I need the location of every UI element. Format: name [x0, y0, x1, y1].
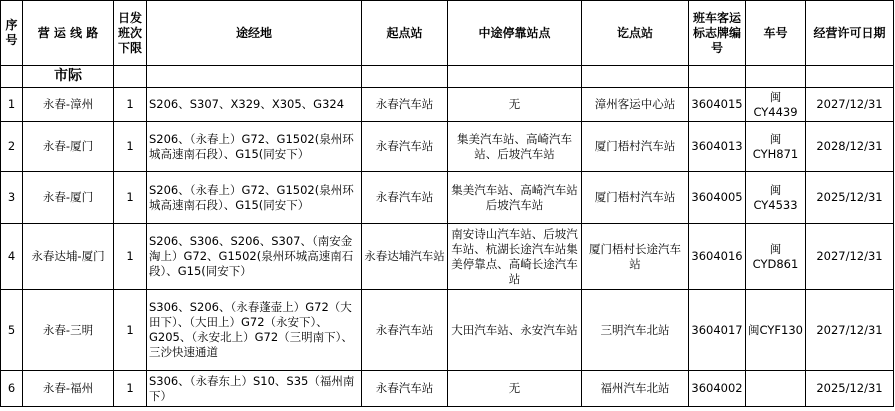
cell-stops: 集美汽车站、高崎汽车站、后坡汽车站 [448, 122, 582, 172]
cell-plate-no: 3604002 [689, 371, 746, 407]
cell-start: 永春汽车站 [362, 172, 448, 224]
cell-end: 厦门梧村长途汽车站 [582, 224, 689, 290]
cell-route: 永春-厦门 [23, 172, 114, 224]
cell-seq: 2 [1, 122, 23, 172]
cell-end: 厦门梧村汽车站 [582, 122, 689, 172]
table-row [1, 122, 894, 172]
cell-seq: 5 [1, 290, 23, 371]
cell-daily: 1 [114, 224, 147, 290]
cell-plate-no: 3604016 [689, 224, 746, 290]
cell-daily: 1 [114, 88, 147, 122]
cell-start: 永春汽车站 [362, 122, 448, 172]
header-daily: 日发班次下限 [114, 1, 147, 66]
cell-permit: 2025/12/31 [806, 371, 894, 407]
cell-permit: 2027/12/31 [806, 224, 894, 290]
cell-vehicle: 闽CY4439 [746, 88, 806, 122]
cell-route: 永春-厦门 [23, 122, 114, 172]
header-vehicle: 车号 [746, 1, 806, 66]
table-row [1, 290, 894, 371]
cell-route: 永春-三明 [23, 290, 114, 371]
cell-via: S206、（永春上）G72、G1502(泉州环城高速南石段）、G15(同安下） [147, 122, 362, 172]
cell-via: S306、（永春东上）S10、S35（福州南下） [147, 371, 362, 407]
cell-stops: 无 [448, 371, 582, 407]
cell-permit: 2027/12/31 [806, 290, 894, 371]
header-permit: 经营许可日期 [806, 1, 894, 66]
cell-seq: 4 [1, 224, 23, 290]
table-row [1, 88, 894, 122]
table-row [1, 224, 894, 290]
cell-end: 厦门梧村汽车站 [582, 172, 689, 224]
cell-permit: 2025/12/31 [806, 172, 894, 224]
cell-route: 永春达埔-厦门 [23, 224, 114, 290]
cell-daily: 1 [114, 172, 147, 224]
cell-end: 三明汽车北站 [582, 290, 689, 371]
header-row [1, 1, 894, 66]
cell-plate-no: 3604005 [689, 172, 746, 224]
cell-via: S306、S206、（永春蓬壶上）G72（大田下）、（大田上）G72（永安下）、G205、（永安北上）G72（三明南下）、三沙快速通道 [147, 290, 362, 371]
cell-route: 永春-漳州 [23, 88, 114, 122]
cell-vehicle [746, 371, 806, 407]
header-via: 途经地 [147, 1, 362, 66]
header-stops: 中途停靠站点 [448, 1, 582, 66]
cell-stops: 集美汽车站、高崎汽车站 后坡汽车站 [448, 172, 582, 224]
cell-stops: 无 [448, 88, 582, 122]
cell-end: 漳州客运中心站 [582, 88, 689, 122]
cell-seq: 6 [1, 371, 23, 407]
header-seq: 序号 [1, 1, 23, 66]
cell-start: 永春达埔汽车站 [362, 224, 448, 290]
header-end: 讫点站 [582, 1, 689, 66]
cell-permit: 2027/12/31 [806, 88, 894, 122]
cell-vehicle: 闽CY4533 [746, 172, 806, 224]
cell-stops: 南安诗山汽车站、后坡汽车站、杭湖长途汽车站集美停靠点、高崎长途汽车站 [448, 224, 582, 290]
cell-plate-no: 3604015 [689, 88, 746, 122]
cell-via: S206、S306、S206、S307、（南安金淘上）G72、G1502(泉州环城高速南石段）、G15(同安下） [147, 224, 362, 290]
header-start: 起点站 [362, 1, 448, 66]
cell-seq: 3 [1, 172, 23, 224]
cell-end: 福州汽车北站 [582, 371, 689, 407]
cell-daily: 1 [114, 122, 147, 172]
cell-seq: 1 [1, 88, 23, 122]
cell-plate-no: 3604013 [689, 122, 746, 172]
section-row [1, 66, 894, 88]
cell-stops: 大田汽车站、永安汽车站 [448, 290, 582, 371]
header-route: 营 运 线 路 [23, 1, 114, 66]
cell-daily: 1 [114, 371, 147, 407]
cell-plate-no: 3604017 [689, 290, 746, 371]
cell-vehicle: 闽CYH871 [746, 122, 806, 172]
cell-via: S206、S307、X329、X305、G324 [147, 88, 362, 122]
section-label: 市际 [23, 66, 114, 88]
table-row [1, 371, 894, 407]
cell-via: S206、（永春上）G72、G1502(泉州环城高速南石段）、G15(同安下） [147, 172, 362, 224]
cell-permit: 2028/12/31 [806, 122, 894, 172]
cell-route: 永春-福州 [23, 371, 114, 407]
cell-start: 永春汽车站 [362, 290, 448, 371]
table-row [1, 172, 894, 224]
cell-vehicle: 闽CYD861 [746, 224, 806, 290]
cell-start: 永春汽车站 [362, 371, 448, 407]
cell-daily: 1 [114, 290, 147, 371]
header-plate-no: 班车客运标志牌编号 [689, 1, 746, 66]
cell-vehicle: 闽CYF130 [746, 290, 806, 371]
cell-start: 永春汽车站 [362, 88, 448, 122]
